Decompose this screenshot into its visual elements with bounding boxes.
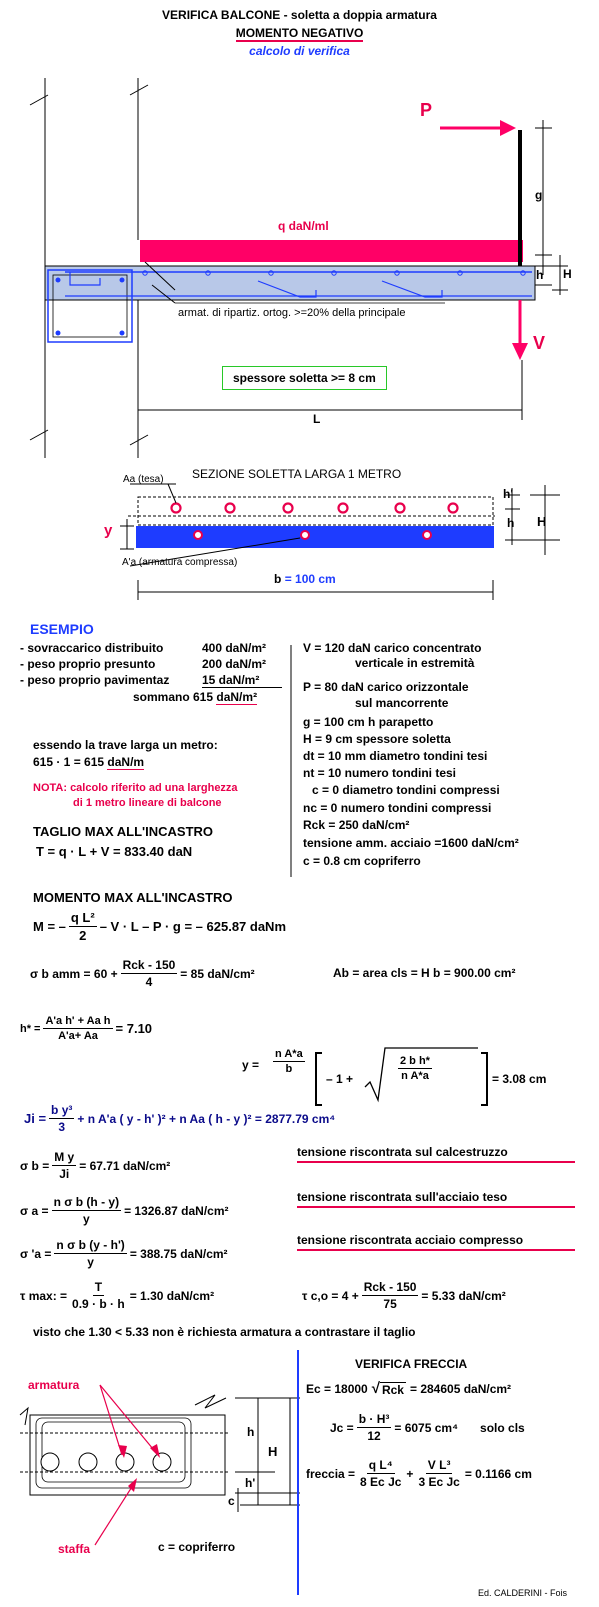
ji-num: b y³ (51, 1103, 73, 1117)
stress-0-post: = 67.71 daN/cm² (79, 1158, 171, 1173)
fr-den1: 8 Ec Jc (360, 1475, 402, 1489)
tau-conclusion: visto che 1.30 < 5.33 non è richiesta armatura a contrastare il taglio (33, 1325, 416, 1339)
label-c-d3: c (228, 1494, 235, 1508)
label-aa-tesa: Aa (tesa) (123, 474, 164, 485)
label-H-d3: H (268, 1444, 278, 1459)
momento-post: – V · L – P · g = – 625.87 daNm (99, 919, 287, 934)
footer-credit: Ed. CALDERINI - Fois (478, 1588, 568, 1598)
ji-pre: Ji = (24, 1111, 47, 1126)
taglio-formula: T = q · L + V = 833.40 daN (36, 844, 193, 859)
balcony-elevation-drawing (30, 78, 568, 458)
param-g: g = 100 cm h parapetto (303, 715, 434, 729)
momento-den: 2 (79, 928, 87, 943)
ec-rad: Rck (381, 1383, 404, 1397)
sb-num: Rck - 150 (122, 958, 176, 972)
label-a-a-compressa: A'a (armatura compressa) (122, 557, 238, 568)
y-pre: y = (242, 1058, 260, 1072)
page-subtitle: MOMENTO NEGATIVO (235, 26, 364, 40)
load-q-band (140, 240, 523, 262)
fr-post: = 0.1166 cm (464, 1466, 532, 1481)
load-row-2-value: 200 daN/m² (202, 657, 267, 671)
tau-co-formula (302, 1280, 506, 1311)
taglio-title: TAGLIO MAX ALL'INCASTRO (33, 824, 214, 839)
tau-c-num: Rck - 150 (363, 1280, 417, 1294)
freccia-formula: freccia = $\frac{\text{q L⁴}}{\text{8 Ec Jc}}$ + $\frac{\text{V L³}}{\text{3 Ec Jc}}$ = 0.1166 cm (306, 1458, 532, 1489)
label-h-section: h (507, 516, 515, 530)
tau-c-post: = 5.33 daN/cm² (421, 1288, 506, 1303)
stress-concrete-formula (20, 1150, 170, 1181)
stress-1-post: = 1326.87 daN/cm² (124, 1203, 229, 1218)
sum-label: sommano 615 (133, 690, 214, 704)
label-b: b (274, 572, 282, 586)
jc-formula (330, 1412, 525, 1443)
stress-2-num: n σ b (y - h') (56, 1238, 125, 1252)
sum-unit: daN/m² (216, 690, 258, 704)
jc-num: b · H³ (358, 1412, 390, 1426)
param-V: V = 120 daN carico concentrato (303, 641, 482, 655)
tau-c-den: 75 (383, 1297, 397, 1311)
momento-pre: M = – (33, 919, 66, 934)
jc-den: 12 (367, 1429, 381, 1443)
stress-0-den: Ji (59, 1167, 70, 1181)
section-drawing (120, 484, 560, 600)
y-den: b (285, 1063, 293, 1075)
ji-den: 3 (58, 1120, 66, 1134)
jc-post: = 6075 cm⁴ (394, 1420, 459, 1435)
label-H-section: H (537, 514, 547, 529)
label-q: q daN/ml (278, 219, 329, 233)
param-nt: nt = 10 numero tondini tesi (303, 766, 457, 780)
beam-note: essendo la trave larga un metro: (33, 738, 218, 752)
label-V: V (533, 333, 546, 353)
sb-post: = 85 daN/cm² (180, 966, 255, 981)
param-c-diam: c = 0 diametro tondini compressi (312, 783, 500, 797)
stress-0-num: M y (54, 1150, 75, 1164)
fr-pre: freccia = (306, 1466, 356, 1481)
jc-pre: Jc = (330, 1420, 354, 1435)
tau-post: = 1.30 daN/cm² (129, 1288, 215, 1303)
ec-formula (306, 1380, 511, 1397)
label-staffa: staffa (58, 1542, 91, 1556)
thickness-note: spessore soletta >= 8 cm (222, 366, 387, 390)
label-b-value: = 100 cm (284, 572, 336, 586)
tau-num: T (94, 1280, 103, 1294)
label-h-prime-d3: h' (245, 1476, 256, 1490)
label-h: h (536, 268, 544, 282)
y-post: = 3.08 cm (492, 1072, 547, 1086)
nota-line-2: di 1 metro lineare di balcone (73, 797, 222, 809)
beam-unit: daN/m (107, 755, 145, 769)
freccia-title: VERIFICA FRECCIA (355, 1357, 468, 1371)
stress-note-compressed: tensione riscontrata acciaio compresso (297, 1233, 524, 1247)
tau-den: 0.9 · b · h (72, 1297, 125, 1311)
ec-radical: √ Rck (371, 1380, 404, 1397)
section-title: SEZIONE SOLETTA LARGA 1 METRO (192, 467, 402, 481)
tau-c-pre: τ c,o = 4 + (302, 1288, 359, 1303)
label-h-d3: h (247, 1425, 255, 1439)
fr-num1: q L⁴ (368, 1458, 393, 1472)
label-L: L (313, 412, 321, 426)
stress-1-num: n σ b (h - y) (53, 1195, 120, 1209)
ji-post: + n A'a ( y - h' )² + n Aa ( h - y )² = 2877.79 cm⁴ (77, 1111, 336, 1126)
load-row-1-value: 400 daN/m² (202, 641, 267, 655)
load-row-2-label: - peso proprio presunto (20, 657, 156, 671)
compressed-zone (136, 526, 494, 548)
hstar-pre: h* = (20, 1022, 41, 1035)
momento-formula (33, 910, 286, 943)
stress-note-concrete: tensione riscontrata sul calcestruzzo (297, 1145, 508, 1159)
momento-num: q L² (70, 910, 95, 925)
armat-note: armat. di ripartiz. ortog. >=20% della principale (178, 307, 406, 319)
label-P: P (420, 100, 433, 120)
sigma-b-amm-formula (30, 958, 255, 989)
label-h-prime: h' (503, 487, 514, 501)
y-mid: – 1 + (326, 1072, 354, 1086)
tau-max-formula (20, 1280, 214, 1311)
load-row-3-label: - peso proprio pavimentaz (20, 673, 170, 687)
label-g: g (535, 188, 543, 202)
fr-den2: 3 Ec Jc (418, 1475, 460, 1489)
ec-pre: Ec = 18000 (306, 1381, 368, 1396)
y-rden: n A*a (401, 1070, 429, 1082)
y-num: n A*a (275, 1048, 303, 1060)
stress-steel-formula (20, 1195, 229, 1226)
tau-pre: τ max: = (20, 1288, 68, 1303)
page-subtitle-2: calcolo di verifica (249, 44, 350, 58)
label-copriferro: c = copriferro (158, 1540, 236, 1554)
fr-num2: V L³ (427, 1458, 451, 1472)
load-row-1-label: - sovraccarico distribuito (20, 641, 164, 655)
y-rnum: 2 b h* (400, 1055, 430, 1067)
label-armatura: armatura (28, 1378, 80, 1392)
stress-1-den: y (82, 1212, 90, 1226)
stress-compressed-formula (20, 1238, 228, 1269)
jc-note: solo cls (480, 1420, 525, 1435)
ji-formula (24, 1103, 335, 1134)
param-dt: dt = 10 mm diametro tondini tesi (303, 749, 488, 763)
param-copriferro: c = 0.8 cm copriferro (303, 854, 421, 868)
param-P: P = 80 daN carico orizzontale (303, 680, 469, 694)
label-y: y (104, 522, 113, 539)
param-H: H = 9 cm spessore soletta (303, 732, 451, 746)
example-title: ESEMPIO (30, 621, 94, 637)
stress-note-steel: tensione riscontrata sull'acciaio teso (297, 1190, 508, 1204)
hstar-num: A'a h' + Aa h (45, 1015, 111, 1027)
stress-1-pre: σ a = (20, 1203, 49, 1218)
hstar-post: = 7.10 (115, 1021, 153, 1036)
stress-0-pre: σ b = (20, 1158, 50, 1173)
param-V-cont: verticale in estremità (355, 656, 475, 670)
h-star-formula (20, 1015, 152, 1042)
area-cls: Ab = area cls = H b = 900.00 cm² (333, 966, 516, 980)
param-tensione: tensione amm. acciaio =1600 daN/cm² (303, 836, 519, 850)
param-nc: nc = 0 numero tondini compressi (303, 801, 492, 815)
stress-2-den: y (87, 1255, 94, 1269)
stress-2-pre: σ 'a = (20, 1246, 52, 1261)
ec-post: = 284605 daN/cm² (409, 1381, 512, 1396)
rebar-section-drawing (20, 1385, 300, 1545)
param-rck: Rck = 250 daN/cm² (303, 818, 410, 832)
sb-den: 4 (145, 975, 153, 989)
stress-2-post: = 388.75 daN/cm² (129, 1246, 228, 1261)
momento-title: MOMENTO MAX ALL'INCASTRO (33, 890, 233, 905)
param-P-cont: sul mancorrente (355, 696, 449, 710)
nota-line-1: NOTA: calcolo riferito ad una larghezza (33, 782, 238, 794)
label-H: H (563, 267, 572, 281)
hstar-den: A'a+ Aa (58, 1030, 98, 1042)
beam-calc: 615 · 1 = 615 (33, 755, 105, 769)
sb-pre: σ b amm = 60 + (30, 966, 118, 981)
load-row-3-value: 15 daN/m² (202, 673, 282, 688)
page-title: VERIFICA BALCONE - soletta a doppia armatura (162, 8, 437, 22)
